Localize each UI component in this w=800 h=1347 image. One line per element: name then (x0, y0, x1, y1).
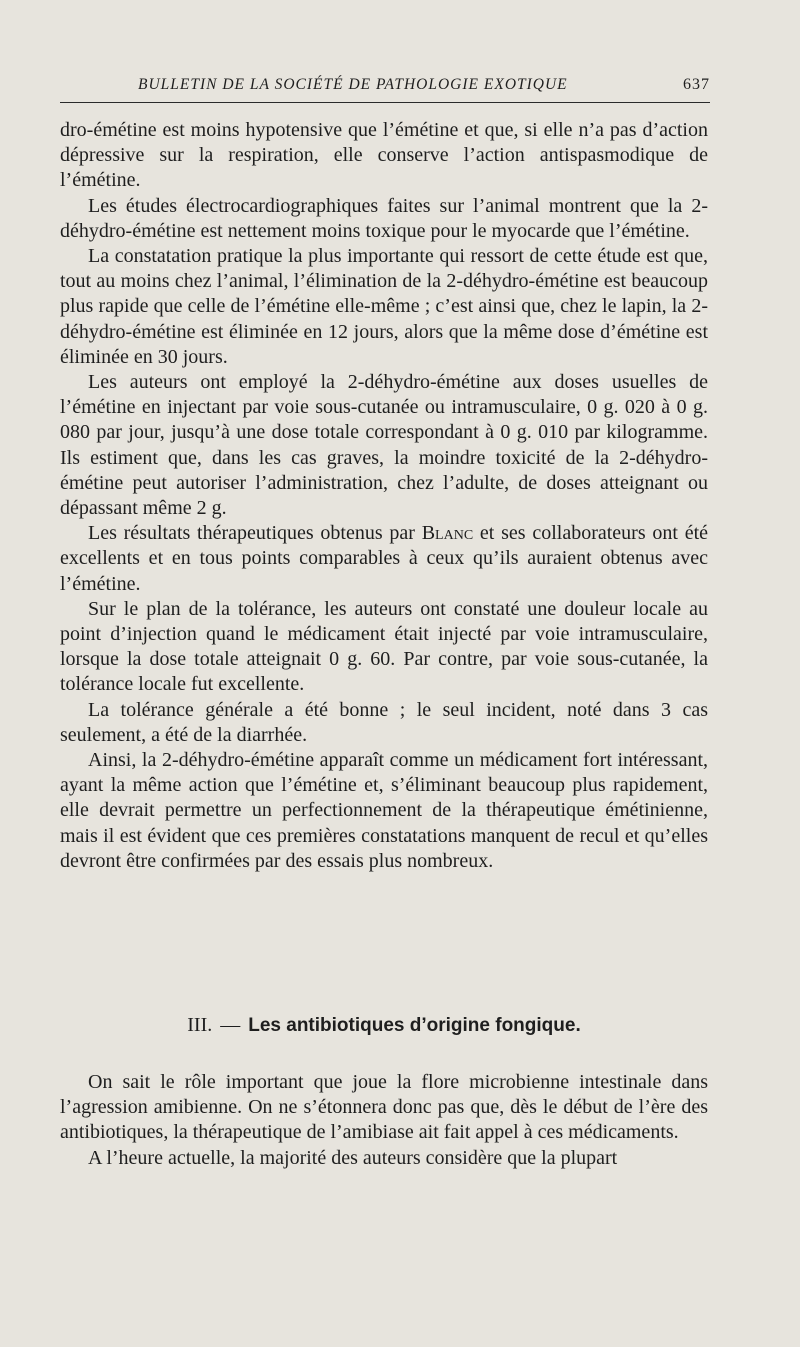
page-number: 637 (683, 76, 710, 93)
author-name: Blanc (421, 522, 474, 545)
paragraph: Les auteurs ont employé la 2-déhydro-émétine aux doses usuelles de l’émétine en injectant par voie sous-cutanée ou intramusculaire, 0 g. 020 à 0 g. 080 par jour, jusqu’à une dose totale correspondant à 0 g. 010 par kilogramme. Ils estiment que, dans les cas graves, la moindre toxicité de la 2-déhydro-émétine peut autoriser l’administration, chez l’adulte, de doses atteignant ou dépassant même 2 g. (60, 371, 708, 520)
paragraph: dro-émétine est moins hypotensive que l’émétine et que, si elle n’a pas d’action dépressive sur la respiration, elle conserve l’action antispasmodique de l’émétine. (60, 119, 708, 192)
paragraph-text: Les résultats thérapeutiques obtenus par (88, 522, 422, 545)
header-rule (60, 102, 710, 103)
paragraph: Les études électrocardiographiques faites sur l’animal montrent que la 2-déhydro-émétine est nettement moins toxique pour le myocarde que l’émétine. (60, 194, 708, 242)
paragraph: Sur le plan de la tolérance, les auteurs ont constaté une douleur locale au point d’injection quand le médicament était injecté par voie intramusculaire, lorsque la dose totale atteignait 0 g. 60. Par contre, par voie sous-cutanée, la tolérance locale fut excellente. (60, 597, 708, 696)
paragraph: La constatation pratique la plus importante qui ressort de cette étude est que, tout au moins chez l’animal, l’élimination de la 2-déhydro-émétine est beaucoup plus rapide que celle de l’émétine elle-même ; c’est ainsi que, chez le lapin, la 2-déhydro-émétine est éliminée en 12 jours, alors que la même dose d’émétine est éliminée en 30 jours. (60, 245, 708, 368)
paragraph: La tolérance générale a été bonne ; le seul incident, noté dans 3 cas seulement, a été de la diarrhée. (60, 698, 708, 746)
paragraph: On sait le rôle important que joue la flore microbienne intestinale dans l’agression amibienne. On ne s’étonnera donc pas que, dès le début de l’ère des antibiotiques, la thérapeutique de l’amibiase ait fait appel à ces médicaments. (60, 1071, 708, 1144)
running-head (60, 74, 710, 98)
body-text-section (60, 1070, 708, 1171)
paragraph (60, 521, 708, 597)
paragraph-text: et ses collaborateurs ont été excellents et en tous points comparables à ceux qu’ils auraient obtenus avec l’émétine. (60, 522, 709, 595)
section-heading (60, 1014, 708, 1037)
paragraph: A l’heure actuelle, la majorité des auteurs considère que la plupart (88, 1146, 618, 1169)
section-dash: — (220, 1014, 241, 1036)
section-number: III. (187, 1014, 213, 1036)
journal-title: BULLETIN DE LA SOCIÉTÉ DE PATHOLOGIE EXOTIQUE (138, 76, 568, 93)
section-title: Les antibiotiques d’origine fongique. (248, 1015, 581, 1036)
paragraph: Ainsi, la 2-déhydro-émétine apparaît comme un médicament fort intéressant, ayant la même action que l’émétine et, s’éliminant beaucoup plus rapidement, elle devrait permettre un perfectionnement de la thérapeutique émétinienne, mais il est évident que ces premières constatations manquent de recul et qu’elles devront être confirmées par des essais plus nombreux. (60, 749, 708, 872)
body-text (60, 118, 708, 874)
